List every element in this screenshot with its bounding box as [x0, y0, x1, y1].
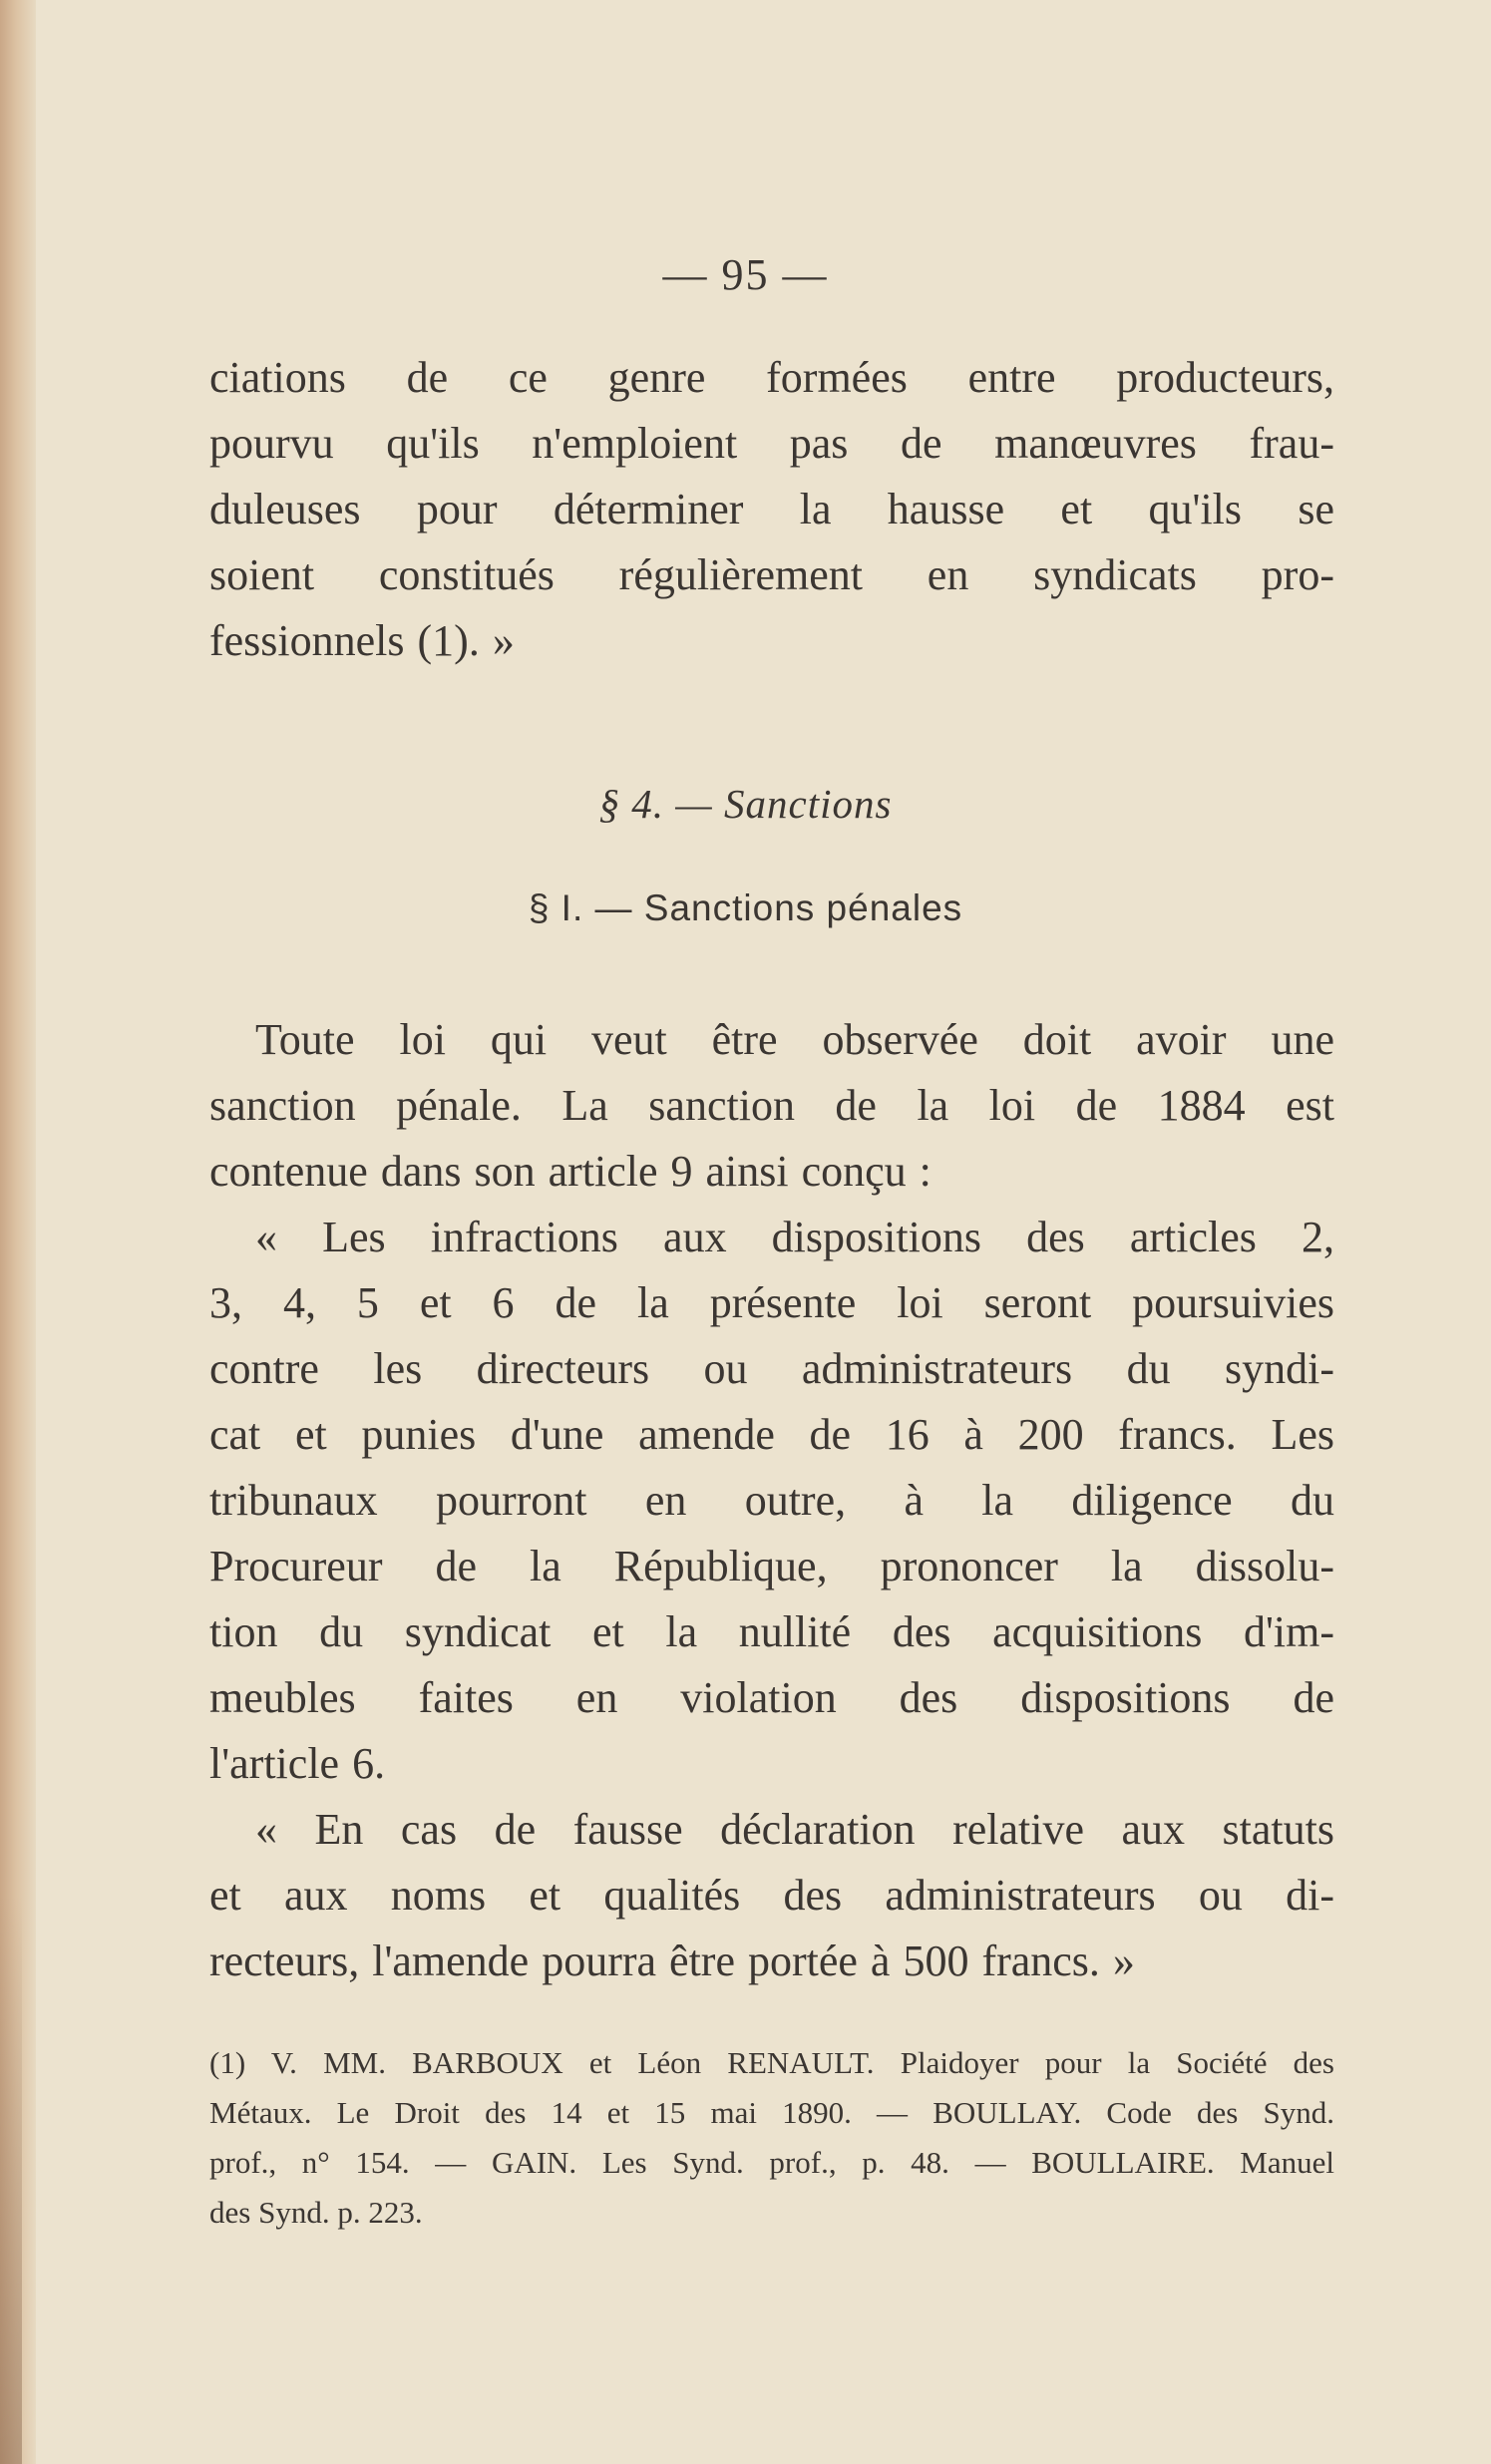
text-line: cat et punies d'une amende de 16 à 200 francs. Les [209, 1410, 1334, 1459]
footnote-line: des Synd. p. 223. [209, 2195, 423, 2230]
text-line: sanction pénale. La sanction de la loi de 1884 est [209, 1081, 1334, 1130]
text-line: tion du syndicat et la nullité des acquisitions d'im- [209, 1607, 1334, 1656]
text-line: contre les directeurs ou administrateurs du syndi- [209, 1344, 1334, 1393]
text-line: meubles faites en violation des dispositions de [209, 1673, 1334, 1722]
text-line: fessionnels (1). » [209, 616, 515, 665]
text-line: « Les infractions aux dispositions des articles 2, [255, 1213, 1334, 1261]
text-line: 3, 4, 5 et 6 de la présente loi seront poursuivies [209, 1278, 1334, 1327]
text-line: « En cas de fausse déclaration relative aux statuts [255, 1805, 1334, 1854]
text-line: contenue dans son article 9 ainsi conçu : [209, 1147, 932, 1196]
text-line: soient constitués régulièrement en syndicats pro- [209, 550, 1334, 599]
footnote [209, 2038, 1334, 2238]
text-line: duleuses pour déterminer la hausse et qu'ils se [209, 485, 1334, 533]
subsection-heading: § I. — Sanctions pénales [528, 887, 963, 928]
page-edge-shadow [0, 1895, 22, 2464]
paragraph-intro [209, 1007, 1334, 1205]
text-line: recteurs, l'amende pourra être portée à 500 francs. » [209, 1936, 1135, 1985]
text-line: pourvu qu'ils n'emploient pas de manœuvres frau- [209, 419, 1334, 468]
footnote-line: Métaux. Le Droit des 14 et 15 mai 1890. — BOULLAY. Code des Synd. [209, 2095, 1334, 2130]
text-line: Toute loi qui veut être observée doit avoir une [255, 1015, 1334, 1064]
text-line: tribunaux pourront en outre, à la diligence du [209, 1476, 1334, 1525]
paragraph-continuation [209, 345, 1334, 674]
text-line: Procureur de la République, prononcer la dissolu- [209, 1542, 1334, 1590]
footnote-line: prof., n° 154. — GAIN. Les Synd. prof., p. 48. — BOULLAIRE. Manuel [209, 2145, 1334, 2180]
footnote-line: (1) V. MM. BARBOUX et Léon RENAULT. Plaidoyer pour la Société des [209, 2045, 1334, 2080]
section-heading-text: § 4. — Sanctions [598, 781, 893, 827]
text-line: l'article 6. [209, 1739, 386, 1788]
section-heading [0, 780, 1491, 828]
text-line: et aux noms et qualités des administrateurs ou di- [209, 1871, 1334, 1920]
paragraph-quote-penalty [209, 1797, 1334, 1994]
paragraph-quote-article [209, 1205, 1334, 1797]
text-line: ciations de ce genre formées entre producteurs, [209, 353, 1334, 402]
page-number: — 95 — [662, 250, 829, 299]
